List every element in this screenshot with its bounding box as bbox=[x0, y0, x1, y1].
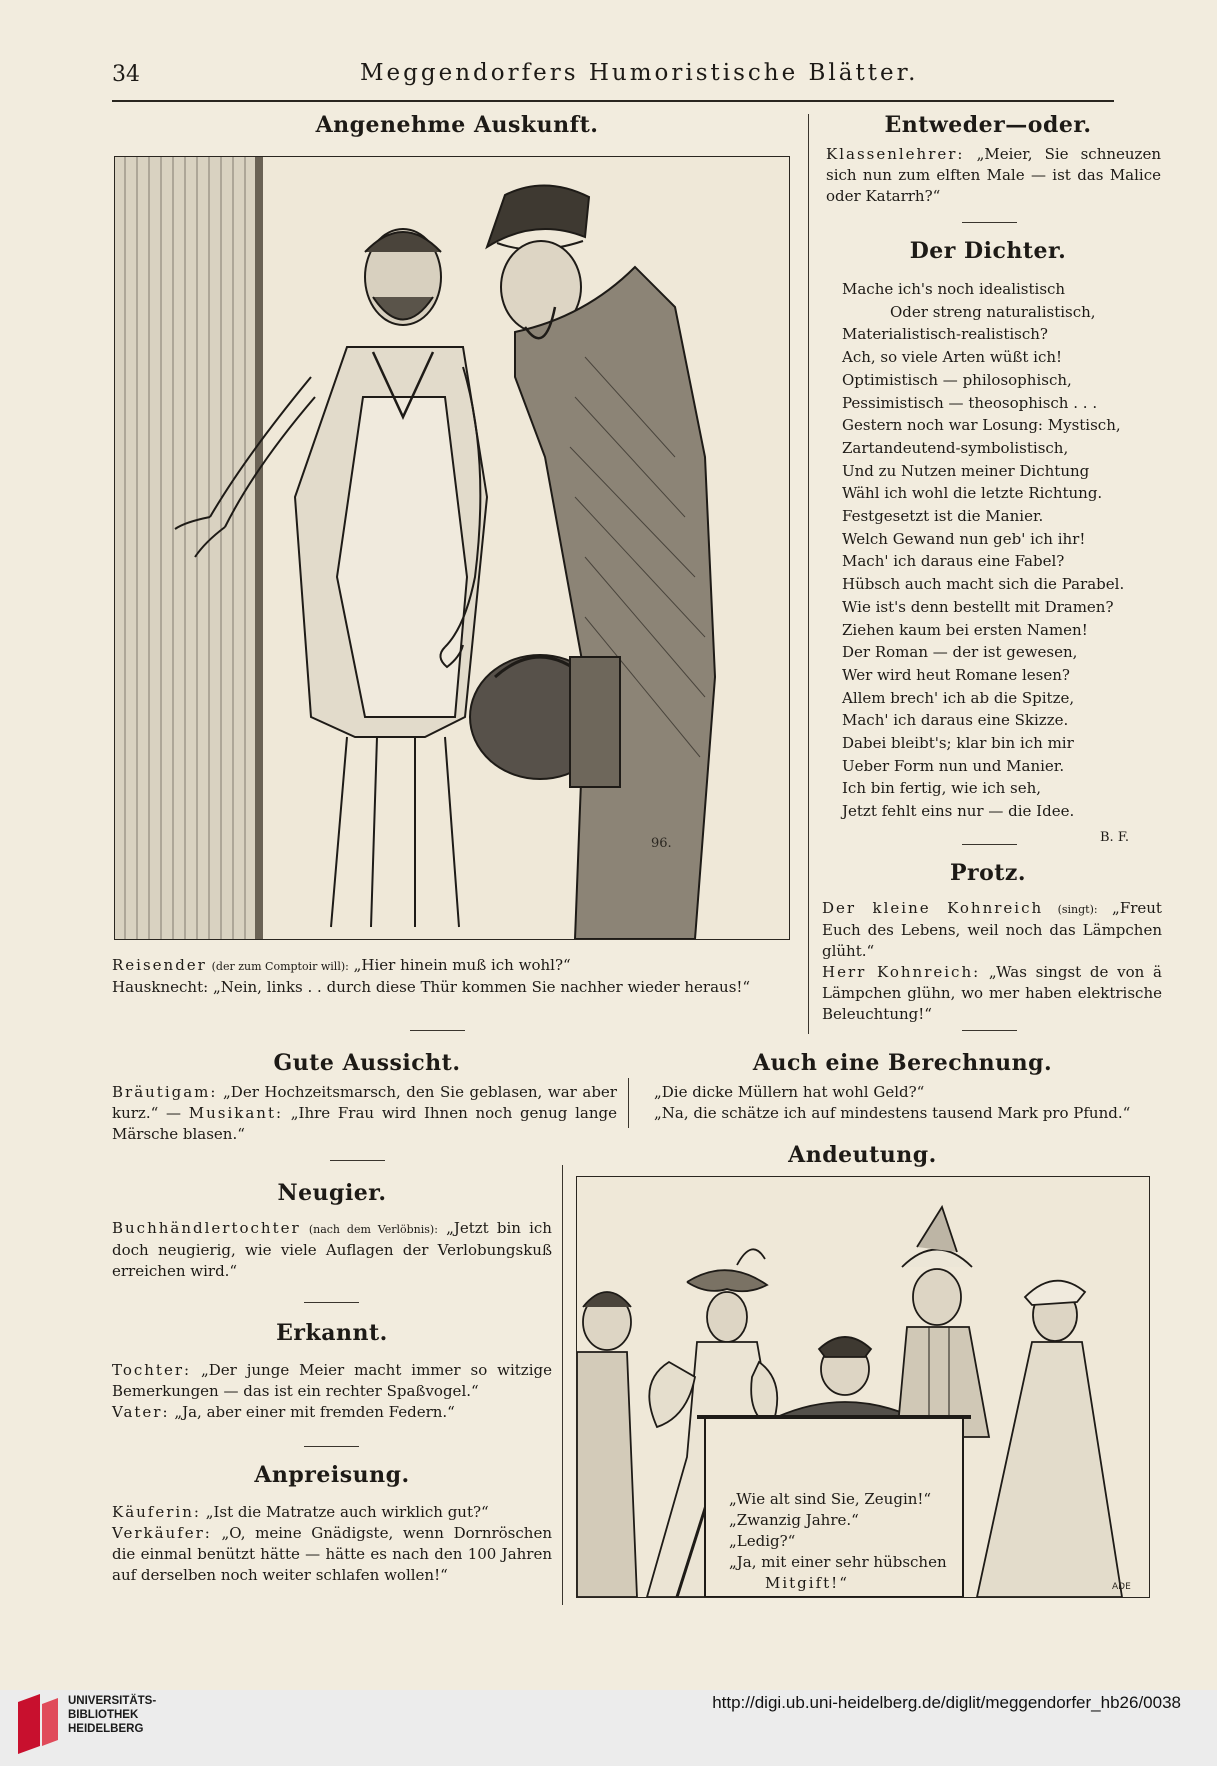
poem-line: Jetzt fehlt eins nur — die Idee. bbox=[842, 802, 1075, 821]
poem-der-dichter bbox=[842, 278, 1162, 823]
poem-line: Mach' ich daraus eine Fabel? bbox=[842, 552, 1065, 571]
source-url-link[interactable]: http://digi.ub.uni-heidelberg.de/diglit/meggendorfer_hb26/0038 bbox=[712, 1693, 1181, 1712]
line-braeutigam: „Der Hochzeitsmarsch, den Sie geblasen, war aber kurz.“ — bbox=[112, 1083, 617, 1122]
poem-line: Und zu Nutzen meiner Dichtung bbox=[842, 461, 1090, 480]
text-protz bbox=[822, 898, 1162, 1025]
header-rule bbox=[112, 100, 1114, 102]
poem-line: Festgesetzt ist die Manier. bbox=[842, 507, 1044, 526]
section-title-entweder-oder: Entweder—oder. bbox=[884, 112, 1092, 138]
separator bbox=[410, 1030, 465, 1031]
poem-line: Mache ich's noch idealistisch bbox=[842, 280, 1066, 298]
running-title: Meggendorfers Humoristische Blätter. bbox=[360, 60, 919, 86]
stage-direction: (singt): bbox=[1057, 903, 1098, 916]
poem-line: Materialistisch-realistisch? bbox=[842, 325, 1048, 344]
illustration-signature: ADE bbox=[1112, 1582, 1131, 1592]
section-title-der-dichter: Der Dichter. bbox=[909, 238, 1067, 264]
section-title-protz: Protz. bbox=[949, 860, 1027, 886]
text-auch-eine-berechnung bbox=[654, 1082, 1164, 1124]
column-divider-short bbox=[628, 1078, 629, 1128]
speaker-kaeuferin: Käuferin: bbox=[112, 1503, 201, 1521]
poem-line: Ueber Form nun und Manier. bbox=[842, 756, 1065, 775]
illustration-drawing bbox=[115, 157, 789, 939]
line-vater: „Ja, aber einer mit fremden Federn.“ bbox=[174, 1403, 455, 1421]
poem-line: Welch Gewand nun geb' ich ihr! bbox=[842, 529, 1086, 548]
poem-line: Mach' ich daraus eine Skizze. bbox=[842, 711, 1069, 730]
caption-line: „Wie alt sind Sie, Zeugin!“ bbox=[729, 1490, 932, 1508]
speaker-kleine-kohnreich: Der kleine Kohnreich bbox=[822, 899, 1044, 917]
dialogue-angenehme-auskunft bbox=[112, 955, 802, 998]
text-entweder-oder bbox=[826, 144, 1161, 207]
page-number: 34 bbox=[112, 62, 140, 87]
illustration-hausknecht bbox=[114, 156, 790, 940]
figure-reisender bbox=[470, 185, 715, 939]
text-erkannt bbox=[112, 1360, 552, 1423]
speaker-tochter: Tochter: bbox=[112, 1361, 192, 1379]
line-kleine-kohnreich: „Freut Euch des Lebens, weil noch das Lämpchen glüht.“ bbox=[822, 899, 1162, 960]
poem-line: Ach, so viele Arten wüßt ich! bbox=[842, 348, 1063, 367]
poem-line: Oder streng naturalistisch, bbox=[890, 302, 1096, 321]
caption-line: „Ledig?“ bbox=[729, 1532, 796, 1550]
speaker-reisender: Reisender bbox=[112, 956, 207, 974]
poem-line: Ziehen kaum bei ersten Namen! bbox=[842, 620, 1088, 639]
speaker-musikant: Musikant: bbox=[188, 1104, 284, 1122]
separator bbox=[962, 222, 1017, 223]
speaker-klassenlehrer: Klassenlehrer: bbox=[826, 145, 965, 163]
poem-line: Wähl ich wohl die letzte Richtung. bbox=[842, 484, 1103, 503]
poem-line: Optimistisch — philosophisch, bbox=[842, 370, 1072, 389]
poem-line: Pessimistisch — theosophisch . . . bbox=[842, 393, 1098, 412]
section-title-neugier: Neugier. bbox=[277, 1180, 387, 1206]
library-name-line: UNIVERSITÄTS- bbox=[68, 1695, 157, 1707]
section-title-anpreisung: Anpreisung. bbox=[254, 1462, 410, 1488]
column-divider-lower bbox=[562, 1165, 563, 1605]
line-verkaeufer: „O, meine Gnädigste, wenn Dornröschen die einmal benützt hätte — hätte es nach den 100 Jahren auf derselben noch weiter schlafen wollen!“ bbox=[112, 1524, 552, 1584]
caption-andeutung bbox=[729, 1489, 959, 1594]
line-buchhaendlertochter: „Jetzt bin ich doch neugierig, wie viele Auflagen der Verlobungskuß erreichen wird.“ bbox=[112, 1219, 552, 1280]
caption-line: „Ja, mit einer sehr hübschen bbox=[729, 1553, 947, 1571]
line-antwort: „Na, die schätze ich auf mindestens tausend Mark pro Pfund.“ bbox=[654, 1104, 1131, 1122]
poem-line: Allem brech' ich ab die Spitze, bbox=[842, 688, 1075, 707]
library-name-line: HEIDELBERG bbox=[68, 1723, 144, 1735]
door-jamb bbox=[255, 157, 263, 939]
line-herr-kohnreich: „Was singst de von ä Lämpchen glühn, wo mer haben elektrische Beleuchtung!“ bbox=[822, 963, 1162, 1023]
section-title-auch-eine-berechnung: Auch eine Berechnung. bbox=[752, 1050, 1053, 1076]
poem-line: Wie ist's denn bestellt mit Dramen? bbox=[842, 597, 1114, 616]
illustration-andeutung bbox=[576, 1176, 1150, 1598]
section-title-andeutung: Andeutung. bbox=[788, 1142, 937, 1168]
separator bbox=[962, 844, 1017, 845]
line-kaeuferin: „Ist die Matratze auch wirklich gut?“ bbox=[205, 1503, 489, 1521]
line-hausknecht: „Nein, links . . durch diese Thür kommen Sie nachher wieder heraus!“ bbox=[212, 978, 751, 996]
poem-line: Dabei bleibt's; klar bin ich mir bbox=[842, 734, 1074, 753]
library-logo-icon bbox=[14, 1692, 62, 1760]
library-name bbox=[68, 1694, 156, 1736]
speaker-hausknecht: Hausknecht: bbox=[112, 978, 209, 996]
caption-line: „Zwanzig Jahre.“ bbox=[729, 1511, 859, 1529]
speaker-vater: Vater: bbox=[112, 1403, 170, 1421]
line-musikant: „Ihre Frau wird Ihnen noch genug lange Märsche blasen.“ bbox=[112, 1104, 617, 1143]
column-divider bbox=[808, 114, 809, 1034]
separator bbox=[330, 1160, 385, 1161]
speaker-braeutigam: Bräutigam: bbox=[112, 1083, 218, 1101]
poem-line: Der Roman — der ist gewesen, bbox=[842, 643, 1078, 662]
section-title-angenehme-auskunft: Angenehme Auskunft. bbox=[315, 112, 599, 138]
caption-line: Mitgift!“ bbox=[765, 1574, 849, 1592]
poem-author: B. F. bbox=[1100, 830, 1129, 845]
stage-direction: (nach dem Verlöbnis): bbox=[308, 1223, 438, 1236]
line-frage: „Die dicke Müllern hat wohl Geld?“ bbox=[654, 1083, 925, 1101]
text-anpreisung bbox=[112, 1502, 552, 1586]
poem-line: Gestern noch war Losung: Mystisch, bbox=[842, 416, 1121, 435]
poem-line: Wer wird heut Romane lesen? bbox=[842, 665, 1070, 684]
separator bbox=[304, 1446, 359, 1447]
stage-direction: (der zum Comptoir will): bbox=[211, 960, 349, 973]
illustration-signature: 96. bbox=[651, 836, 672, 851]
section-title-erkannt: Erkannt. bbox=[276, 1320, 388, 1346]
text-gute-aussicht bbox=[112, 1082, 617, 1145]
line-klassenlehrer: „Meier, Sie schneuzen sich nun zum elften Male — ist das Malice oder Katarrh?“ bbox=[826, 145, 1161, 205]
section-title-gute-aussicht: Gute Aussicht. bbox=[273, 1050, 461, 1076]
library-name-line: BIBLIOTHEK bbox=[68, 1709, 139, 1721]
speaker-herr-kohnreich: Herr Kohnreich: bbox=[822, 963, 981, 981]
speaker-verkaeufer: Verkäufer: bbox=[112, 1524, 212, 1542]
line-tochter: „Der junge Meier macht immer so witzige Bemerkungen — das ist ein rechter Spaßvogel.“ bbox=[112, 1361, 552, 1400]
separator bbox=[304, 1302, 359, 1303]
text-neugier bbox=[112, 1218, 552, 1282]
poem-line: Ich bin fertig, wie ich seh, bbox=[842, 779, 1042, 798]
poem-line: Hübsch auch macht sich die Parabel. bbox=[842, 575, 1125, 594]
speaker-buchhaendlertochter: Buchhändlertochter bbox=[112, 1219, 301, 1237]
poem-line: Zartandeutend-symbolistisch, bbox=[842, 438, 1069, 457]
separator bbox=[962, 1030, 1017, 1031]
line-reisender: „Hier hinein muß ich wohl?“ bbox=[353, 956, 571, 974]
